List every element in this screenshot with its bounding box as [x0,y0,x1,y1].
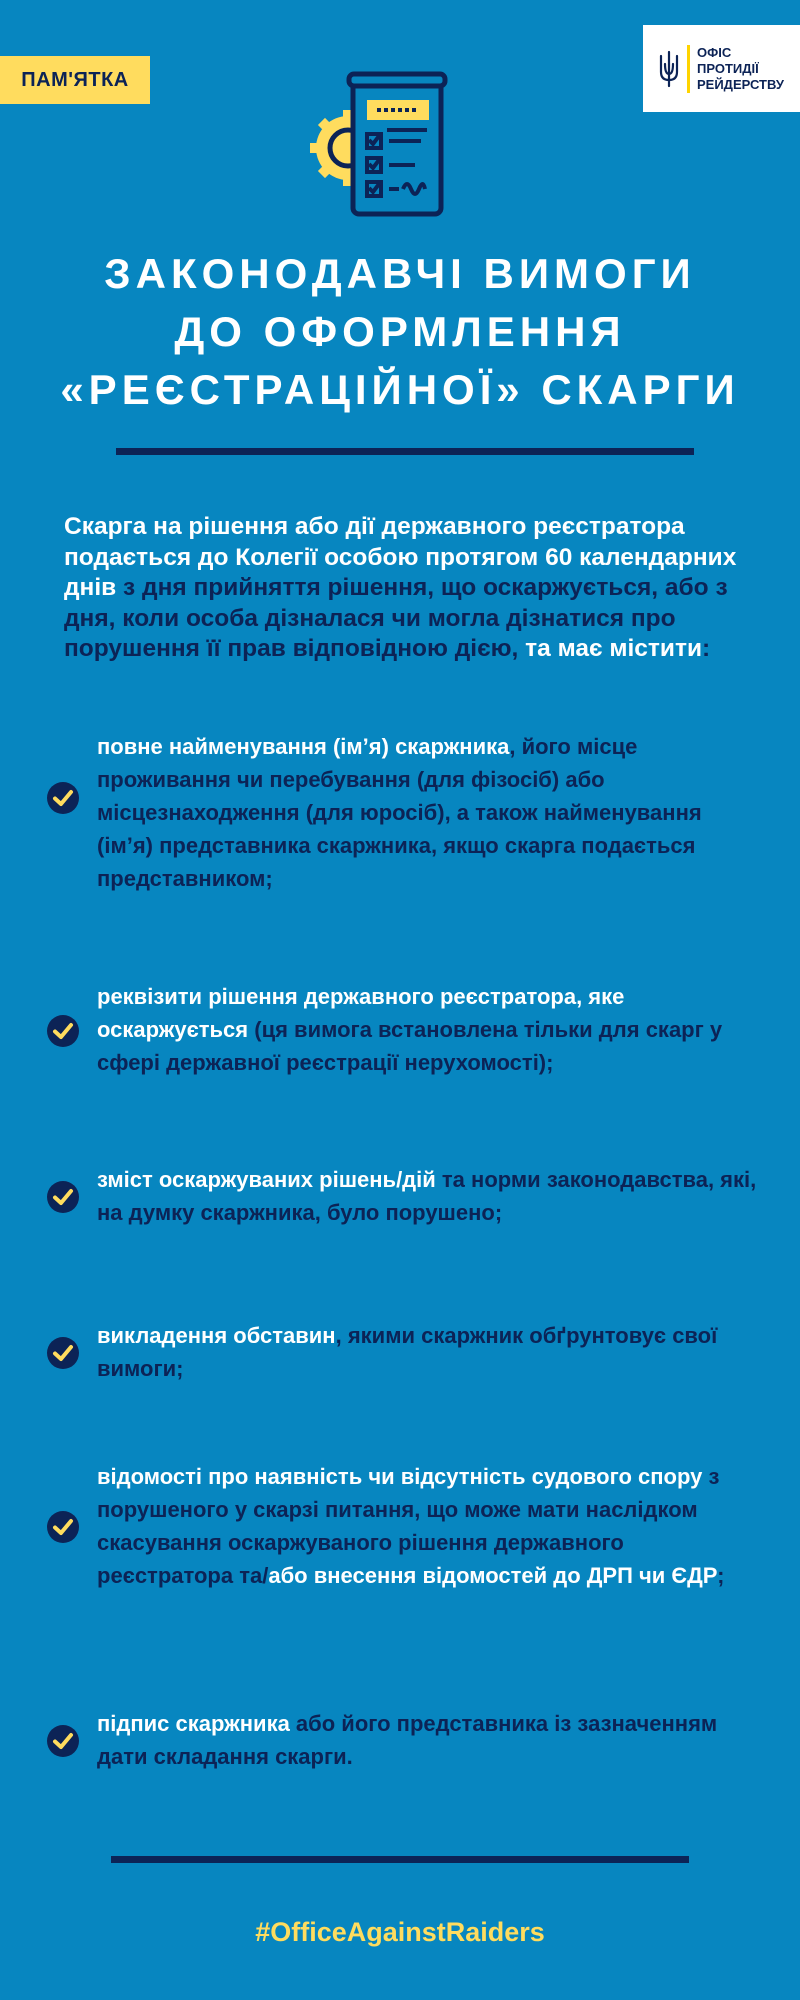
item-1-highlight: повне найменування (ім’я) скаржника [97,734,510,759]
title-line-2: ДО ОФОРМЛЕННЯ [174,308,626,355]
intro-part-3: та має містити [525,635,703,662]
intro-part-4: : [702,635,711,662]
item-2-rest: (ця вимога встановлена тільки для скарг у сфері державної реєстрації нерухомості); [97,1017,723,1075]
requirement-text-3 [97,1163,757,1229]
title-line-1: ЗАКОНОДАВЧІ ВИМОГИ [104,250,696,297]
logo-line-2: ПРОТИДІЇ [697,60,759,76]
item-3-highlight: зміст оскаржуваних рішень/дій [97,1167,436,1192]
title-line-3: «РЕЄСТРАЦІЙНОЇ» СКАРГИ [60,366,740,413]
top-divider [116,448,694,455]
requirement-text-2 [97,980,757,1079]
requirement-text-1 [97,730,757,895]
item-4-rest: , якими скаржник обґрунтовує свої вимоги; [97,1323,718,1381]
logo-divider [687,45,690,93]
item-3-rest: та норми законодавства, які, на думку скаржника, було порушено; [97,1167,757,1225]
check-icon [47,1337,79,1369]
item-4-highlight: викладення обставин [97,1323,336,1348]
requirement-text-4 [97,1319,757,1385]
document-checklist-icon [303,70,453,220]
requirement-text-6 [97,1707,757,1773]
check-icon [47,1015,79,1047]
check-icon [47,1511,79,1543]
requirement-text-5 [97,1460,757,1592]
office-logo [643,25,800,112]
memo-badge: ПАМ'ЯТКА [0,56,150,104]
item-1-rest: , його місце проживання чи перебування (для фізосіб) або місцезнаходження (для юросіб), а також найменування (ім’я) представника скаржника, якщо скарга подається представником; [97,734,702,891]
logo-text [697,45,784,93]
item-6-highlight: підпис скаржника [97,1711,290,1736]
check-icon [47,1181,79,1213]
check-icon [47,782,79,814]
intro-paragraph [64,512,764,665]
item-5-highlight: відомості про наявність чи відсутність судового спору [97,1464,703,1489]
bottom-divider [111,1856,689,1863]
check-icon [47,1725,79,1757]
item-5-middle: з порушеного у скарзі питання, що може мати наслідком скасування оскаржуваного рішення державного реєстратора та/ [97,1464,720,1588]
intro-part-1: Скарга на рішення або дії державного реєстратора подається до Колегії особою протягом 60 календарних днів [64,513,737,601]
hashtag: #OfficeAgainstRaiders [255,1917,545,1947]
logo-line-1: ОФІС [697,44,732,60]
item-5-end: ; [717,1563,725,1588]
item-2-highlight: реквізити рішення державного реєстратора, яке оскаржується [97,984,625,1042]
trident-emblem-icon [657,50,681,88]
item-5-highlight-2: або внесення відомостей до ДРП чи ЄДР [268,1563,718,1588]
item-6-rest: або його представника із зазначенням дати складання скарги. [97,1711,718,1769]
page-title [0,245,800,419]
logo-line-3: РЕЙДЕРСТВУ [697,76,784,92]
intro-part-2: з дня прийняття рішення, що оскаржується, або з дня, коли особа дізналася чи могла дізнатися про порушення її прав відповідною дією, [64,574,728,662]
